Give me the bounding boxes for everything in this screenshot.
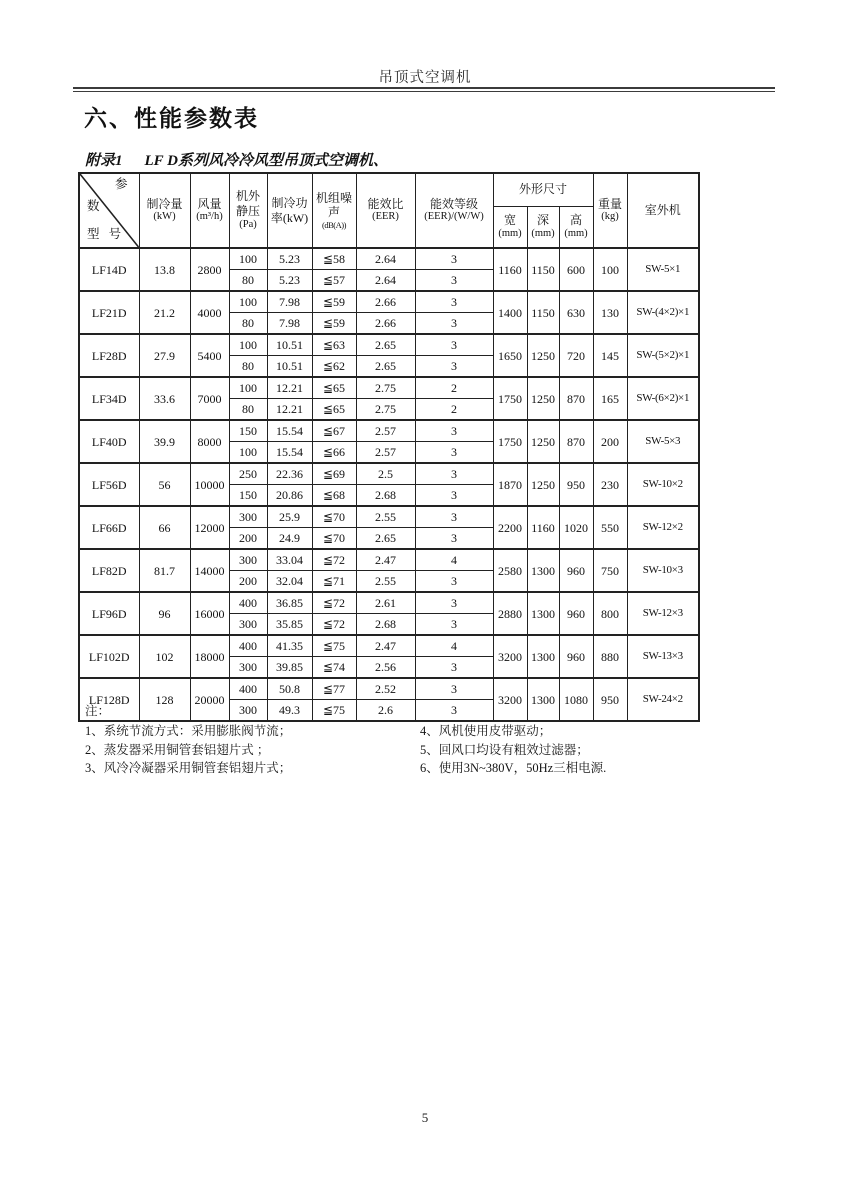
cell-depth: 1250: [527, 334, 559, 377]
cell-energy-grade: 3: [415, 506, 493, 528]
cell-height: 870: [559, 420, 593, 463]
notes-left-column: [85, 722, 291, 778]
cell-cooling-capacity: 81.7: [139, 549, 190, 592]
cell-energy-grade: 3: [415, 571, 493, 593]
cell-depth: 1300: [527, 592, 559, 635]
cell-noise: ≦75: [312, 635, 356, 657]
cell-cooling-power: 41.35: [267, 635, 312, 657]
cell-outdoor-unit: SW-(4×2)×1: [627, 291, 699, 334]
cell-cooling-power: 5.23: [267, 248, 312, 270]
cell-cooling-power: 39.85: [267, 657, 312, 679]
cell-energy-grade: 3: [415, 592, 493, 614]
cell-cooling-power: 49.3: [267, 700, 312, 722]
cell-model: LF21D: [79, 291, 139, 334]
cell-noise: ≦63: [312, 334, 356, 356]
appendix-label: 附录1: [85, 153, 123, 169]
cell-model: LF56D: [79, 463, 139, 506]
cell-static-pressure: 80: [229, 270, 267, 292]
cell-energy-grade: 3: [415, 657, 493, 679]
col-header-dim-height: 高 (mm): [559, 206, 593, 248]
cell-depth: 1300: [527, 635, 559, 678]
cell-noise: ≦74: [312, 657, 356, 679]
cell-airflow: 4000: [190, 291, 229, 334]
cell-height: 950: [559, 463, 593, 506]
cell-eer: 2.65: [356, 334, 415, 356]
note-item: 6、使用3N~380V，50Hz三相电源.: [420, 761, 607, 775]
cell-cooling-power: 15.54: [267, 442, 312, 464]
cell-eer: 2.68: [356, 485, 415, 507]
cell-noise: ≦72: [312, 549, 356, 571]
cell-height: 630: [559, 291, 593, 334]
cell-static-pressure: 250: [229, 463, 267, 485]
cell-noise: ≦59: [312, 313, 356, 335]
cell-width: 1160: [493, 248, 527, 291]
cell-static-pressure: 150: [229, 485, 267, 507]
cell-energy-grade: 3: [415, 528, 493, 550]
cell-energy-grade: 3: [415, 313, 493, 335]
cell-energy-grade: 3: [415, 334, 493, 356]
cell-static-pressure: 80: [229, 399, 267, 421]
col-header-static-pressure: 机外 静压 (Pa): [229, 173, 267, 248]
cell-static-pressure: 400: [229, 678, 267, 700]
cell-energy-grade: 3: [415, 291, 493, 313]
cell-airflow: 7000: [190, 377, 229, 420]
cell-width: 3200: [493, 635, 527, 678]
cell-eer: 2.64: [356, 248, 415, 270]
cell-energy-grade: 3: [415, 700, 493, 722]
cell-static-pressure: 150: [229, 420, 267, 442]
cell-energy-grade: 3: [415, 463, 493, 485]
cell-airflow: 16000: [190, 592, 229, 635]
cell-energy-grade: 2: [415, 377, 493, 399]
cell-cooling-capacity: 102: [139, 635, 190, 678]
cell-static-pressure: 100: [229, 334, 267, 356]
cell-depth: 1300: [527, 549, 559, 592]
cell-static-pressure: 300: [229, 549, 267, 571]
cell-static-pressure: 100: [229, 377, 267, 399]
cell-noise: ≦66: [312, 442, 356, 464]
cell-eer: 2.5: [356, 463, 415, 485]
cell-cooling-power: 15.54: [267, 420, 312, 442]
cell-height: 960: [559, 549, 593, 592]
cell-airflow: 8000: [190, 420, 229, 463]
cell-eer: 2.52: [356, 678, 415, 700]
cell-eer: 2.68: [356, 614, 415, 636]
cell-height: 720: [559, 334, 593, 377]
cell-outdoor-unit: SW-(5×2)×1: [627, 334, 699, 377]
cell-eer: 2.55: [356, 571, 415, 593]
cell-weight: 880: [593, 635, 627, 678]
cell-outdoor-unit: SW-10×2: [627, 463, 699, 506]
cell-eer: 2.75: [356, 377, 415, 399]
cell-noise: ≦67: [312, 420, 356, 442]
spec-table-head: [79, 173, 699, 248]
cell-outdoor-unit: SW-(6×2)×1: [627, 377, 699, 420]
cell-cooling-power: 32.04: [267, 571, 312, 593]
cell-weight: 800: [593, 592, 627, 635]
cell-eer: 2.61: [356, 592, 415, 614]
table-row: [79, 248, 699, 270]
cell-noise: ≦68: [312, 485, 356, 507]
note-item: 2、蒸发器采用铜管套铝翅片式 ；: [85, 742, 270, 757]
header-rule: [73, 87, 775, 92]
cell-weight: 145: [593, 334, 627, 377]
cell-eer: 2.66: [356, 291, 415, 313]
notes-right-column: [420, 722, 606, 778]
col-header-dim-depth: 深 (mm): [527, 206, 559, 248]
col-header-weight: 重量 (kg): [593, 173, 627, 248]
cell-static-pressure: 80: [229, 313, 267, 335]
cell-height: 960: [559, 635, 593, 678]
cell-airflow: 5400: [190, 334, 229, 377]
cell-weight: 950: [593, 678, 627, 721]
cell-cooling-capacity: 33.6: [139, 377, 190, 420]
cell-energy-grade: 2: [415, 399, 493, 421]
cell-eer: 2.56: [356, 657, 415, 679]
cell-model: LF40D: [79, 420, 139, 463]
col-header-outdoor-unit: 室外机: [627, 173, 699, 248]
cell-depth: 1300: [527, 678, 559, 721]
cell-cooling-power: 5.23: [267, 270, 312, 292]
appendix-title: LF D系列风冷冷风型吊顶式空调机、: [144, 153, 388, 169]
cell-weight: 550: [593, 506, 627, 549]
cell-model: LF82D: [79, 549, 139, 592]
cell-model: LF14D: [79, 248, 139, 291]
cell-static-pressure: 400: [229, 592, 267, 614]
cell-energy-grade: 4: [415, 635, 493, 657]
col-header-cooling-power: 制冷功 率(kW): [267, 173, 312, 248]
cell-cooling-power: 10.51: [267, 356, 312, 378]
cell-eer: 2.47: [356, 635, 415, 657]
cell-cooling-power: 33.04: [267, 549, 312, 571]
cell-airflow: 10000: [190, 463, 229, 506]
cell-weight: 165: [593, 377, 627, 420]
cell-cooling-power: 12.21: [267, 377, 312, 399]
col-header-dimensions-group: 外形尺寸: [493, 173, 593, 206]
note-item: 5、回风口均设有粗效过滤器；: [420, 742, 589, 757]
cell-eer: 2.65: [356, 528, 415, 550]
corner-model-label: 型 号: [87, 226, 125, 241]
header-row-1: [79, 173, 699, 206]
cell-height: 870: [559, 377, 593, 420]
cell-cooling-capacity: 96: [139, 592, 190, 635]
cell-depth: 1150: [527, 248, 559, 291]
notes-label: 注：: [85, 704, 111, 718]
table-row: [79, 463, 699, 485]
cell-depth: 1250: [527, 463, 559, 506]
table-row: [79, 377, 699, 399]
cell-noise: ≦75: [312, 700, 356, 722]
cell-weight: 230: [593, 463, 627, 506]
cell-static-pressure: 80: [229, 356, 267, 378]
cell-depth: 1150: [527, 291, 559, 334]
section-title: 六、性能参数表: [84, 105, 259, 131]
cell-depth: 1160: [527, 506, 559, 549]
cell-cooling-capacity: 27.9: [139, 334, 190, 377]
cell-height: 1080: [559, 678, 593, 721]
spec-table-body: [79, 248, 699, 721]
table-row: [79, 420, 699, 442]
note-item: 3、风冷冷凝器采用铜管套铝翅片式；: [85, 761, 292, 775]
spec-table-container: [78, 172, 700, 722]
cell-airflow: 2800: [190, 248, 229, 291]
cell-energy-grade: 3: [415, 442, 493, 464]
table-row: [79, 291, 699, 313]
cell-noise: ≦77: [312, 678, 356, 700]
cell-width: 2880: [493, 592, 527, 635]
corner-cell: [79, 173, 139, 248]
cell-static-pressure: 200: [229, 528, 267, 550]
col-header-eer: 能效比 (EER): [356, 173, 415, 248]
cell-outdoor-unit: SW-12×2: [627, 506, 699, 549]
cell-cooling-power: 36.85: [267, 592, 312, 614]
cell-eer: 2.57: [356, 420, 415, 442]
cell-noise: ≦62: [312, 356, 356, 378]
cell-cooling-capacity: 56: [139, 463, 190, 506]
col-header-airflow: 风量 (m³/h): [190, 173, 229, 248]
cell-noise: ≦69: [312, 463, 356, 485]
cell-cooling-power: 20.86: [267, 485, 312, 507]
note-item: 1、系统节流方式：采用膨胀阀节流；: [85, 724, 292, 738]
cell-cooling-power: 35.85: [267, 614, 312, 636]
cell-airflow: 18000: [190, 635, 229, 678]
cell-static-pressure: 300: [229, 506, 267, 528]
cell-height: 600: [559, 248, 593, 291]
cell-static-pressure: 100: [229, 291, 267, 313]
cell-eer: 2.64: [356, 270, 415, 292]
cell-outdoor-unit: SW-24×2: [627, 678, 699, 721]
cell-width: 1750: [493, 420, 527, 463]
cell-noise: ≦72: [312, 614, 356, 636]
cell-noise: ≦58: [312, 248, 356, 270]
cell-cooling-capacity: 21.2: [139, 291, 190, 334]
cell-static-pressure: 300: [229, 657, 267, 679]
cell-depth: 1250: [527, 420, 559, 463]
running-header: 吊顶式空调机: [378, 70, 472, 86]
cell-cooling-power: 24.9: [267, 528, 312, 550]
cell-model: LF28D: [79, 334, 139, 377]
table-row: [79, 678, 699, 700]
cell-energy-grade: 3: [415, 356, 493, 378]
cell-energy-grade: 3: [415, 420, 493, 442]
cell-static-pressure: 300: [229, 700, 267, 722]
page-number: 5: [421, 1110, 429, 1125]
cell-model: LF66D: [79, 506, 139, 549]
cell-energy-grade: 3: [415, 678, 493, 700]
cell-outdoor-unit: SW-10×3: [627, 549, 699, 592]
cell-noise: ≦70: [312, 528, 356, 550]
cell-outdoor-unit: SW-5×3: [627, 420, 699, 463]
cell-energy-grade: 3: [415, 485, 493, 507]
cell-energy-grade: 4: [415, 549, 493, 571]
table-row: [79, 549, 699, 571]
cell-model: LF34D: [79, 377, 139, 420]
cell-height: 960: [559, 592, 593, 635]
cell-noise: ≦70: [312, 506, 356, 528]
cell-noise: ≦65: [312, 399, 356, 421]
cell-static-pressure: 100: [229, 442, 267, 464]
corner-param-char2: 数: [87, 199, 100, 213]
col-header-energy-grade: 能效等级 (EER)/(W/W): [415, 173, 493, 248]
cell-cooling-power: 7.98: [267, 291, 312, 313]
cell-eer: 2.55: [356, 506, 415, 528]
cell-static-pressure: 300: [229, 614, 267, 636]
cell-width: 2200: [493, 506, 527, 549]
cell-cooling-capacity: 128: [139, 678, 190, 721]
cell-weight: 100: [593, 248, 627, 291]
cell-eer: 2.65: [356, 356, 415, 378]
cell-width: 1750: [493, 377, 527, 420]
cell-cooling-power: 50.8: [267, 678, 312, 700]
cell-width: 1400: [493, 291, 527, 334]
notes-section: [85, 701, 725, 775]
cell-cooling-capacity: 66: [139, 506, 190, 549]
cell-cooling-power: 25.9: [267, 506, 312, 528]
cell-eer: 2.57: [356, 442, 415, 464]
cell-weight: 130: [593, 291, 627, 334]
cell-cooling-capacity: 39.9: [139, 420, 190, 463]
cell-weight: 750: [593, 549, 627, 592]
cell-cooling-power: 10.51: [267, 334, 312, 356]
cell-model: LF128D: [79, 678, 139, 721]
cell-eer: 2.66: [356, 313, 415, 335]
cell-noise: ≦65: [312, 377, 356, 399]
cell-weight: 200: [593, 420, 627, 463]
cell-static-pressure: 400: [229, 635, 267, 657]
col-header-cooling: 制冷量 (kW): [139, 173, 190, 248]
spec-table: [78, 172, 700, 722]
cell-eer: 2.75: [356, 399, 415, 421]
cell-model: LF96D: [79, 592, 139, 635]
cell-outdoor-unit: SW-13×3: [627, 635, 699, 678]
cell-noise: ≦72: [312, 592, 356, 614]
cell-static-pressure: 200: [229, 571, 267, 593]
col-header-noise: 机组噪 声 (dB(A)): [312, 173, 356, 248]
cell-outdoor-unit: SW-12×3: [627, 592, 699, 635]
cell-cooling-power: 22.36: [267, 463, 312, 485]
cell-airflow: 12000: [190, 506, 229, 549]
cell-airflow: 20000: [190, 678, 229, 721]
cell-width: 3200: [493, 678, 527, 721]
cell-cooling-power: 12.21: [267, 399, 312, 421]
cell-width: 1870: [493, 463, 527, 506]
cell-energy-grade: 3: [415, 614, 493, 636]
cell-noise: ≦57: [312, 270, 356, 292]
appendix-caption: [85, 149, 388, 170]
cell-airflow: 14000: [190, 549, 229, 592]
table-row: [79, 506, 699, 528]
cell-depth: 1250: [527, 377, 559, 420]
cell-model: LF102D: [79, 635, 139, 678]
cell-cooling-power: 7.98: [267, 313, 312, 335]
table-row: [79, 592, 699, 614]
cell-noise: ≦71: [312, 571, 356, 593]
col-header-dim-width: 宽 (mm): [493, 206, 527, 248]
cell-cooling-capacity: 13.8: [139, 248, 190, 291]
cell-width: 2580: [493, 549, 527, 592]
note-item: 4、风机使用皮带驱动；: [420, 724, 552, 738]
cell-static-pressure: 100: [229, 248, 267, 270]
cell-noise: ≦59: [312, 291, 356, 313]
cell-height: 1020: [559, 506, 593, 549]
table-row: [79, 635, 699, 657]
cell-eer: 2.6: [356, 700, 415, 722]
cell-energy-grade: 3: [415, 248, 493, 270]
corner-param-char1: 参: [114, 177, 128, 191]
table-row: [79, 334, 699, 356]
cell-energy-grade: 3: [415, 270, 493, 292]
cell-eer: 2.47: [356, 549, 415, 571]
cell-outdoor-unit: SW-5×1: [627, 248, 699, 291]
cell-width: 1650: [493, 334, 527, 377]
